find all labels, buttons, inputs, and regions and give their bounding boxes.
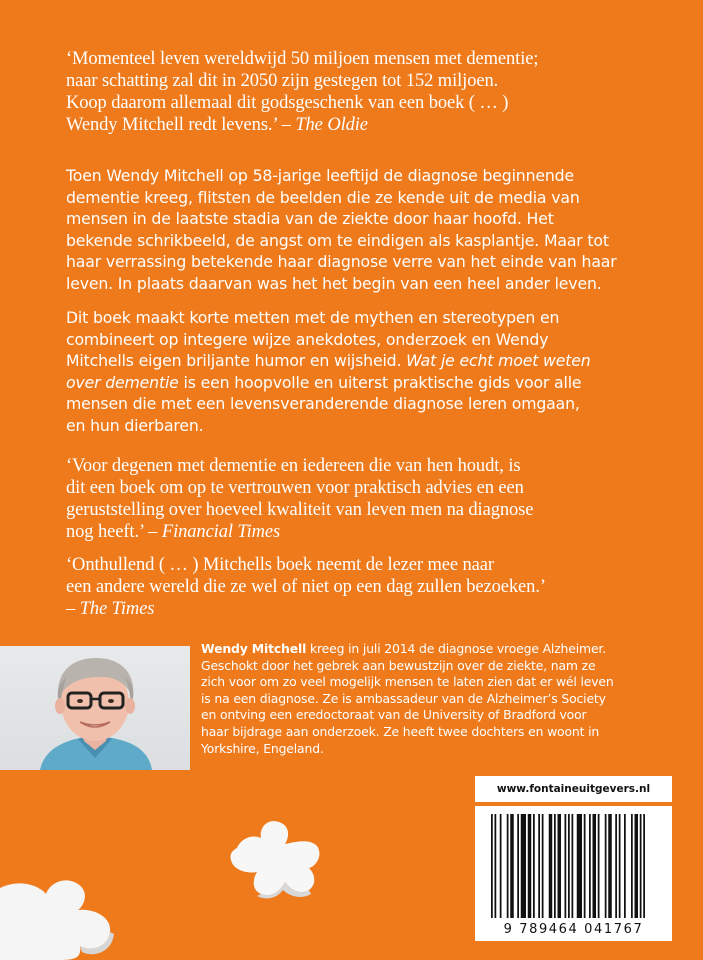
- description-paragraph-2: [66, 307, 666, 436]
- paragraph-line: mensen in de laatste stadia van de ziekte door haar hoofd. Het: [66, 209, 554, 228]
- bio-line: Geschokt door het gebrek aan bewustzijn over de ziekte, nam ze: [201, 657, 596, 673]
- paragraph-line: [66, 350, 666, 372]
- paragraph-line: Toen Wendy Mitchell op 58-jarige leeftijd de diagnose beginnende: [66, 166, 574, 185]
- paragraph-line: leven. In plaats daarvan was het het begin van een heel ander leven.: [66, 273, 602, 293]
- paragraph-line: en hun dierbaren.: [66, 415, 204, 435]
- quote-financial-times: [66, 455, 666, 543]
- quote-source: The Times: [79, 599, 155, 619]
- paragraph-line: mensen die met een levensveranderende diagnose leren omgaan,: [66, 394, 580, 413]
- quote-line: Koop daarom allemaal dit godsgeschenk van een boek ( … ): [66, 93, 509, 113]
- quote-text: nog heeft.’ –: [66, 522, 162, 542]
- paragraph-line: combineert op integere wijze anekdotes, onderzoek en Wendy: [66, 329, 549, 349]
- paragraph-line: [66, 372, 666, 394]
- bio-line: is na een diagnose. Ze is ambassadeur van de Alzheimer’s Society: [201, 690, 606, 706]
- paragraph-text: is een hoopvolle en uiterst praktische gids voor alle: [178, 372, 582, 392]
- isbn-number: 9 789464 041767: [503, 922, 644, 937]
- bio-line: zich voor om zo veel mogelijk mensen te laten zien dat er wél leven: [201, 674, 614, 690]
- quote-text: Wendy Mitchell redt levens.’ –: [66, 115, 296, 135]
- quote-the-oldie: [66, 48, 666, 136]
- paragraph-line: haar verrassing betekende haar diagnose verre van het einde van haar: [66, 252, 617, 271]
- quote-line: ‘Momenteel leven wereldwijd 50 miljoen mensen met dementie;: [66, 49, 539, 69]
- isbn-barcode: [475, 806, 672, 941]
- paragraph-line: bekende schrikbeeld, de angst om te eindigen als kasplantje. Maar tot: [66, 230, 609, 250]
- quote-line: dit een boek om op te vertrouwen voor praktisch advies en een: [66, 478, 524, 498]
- quote-line: een andere wereld die ze wel of niet op een dag zullen bezoeken.’: [66, 577, 546, 597]
- bio-text: kreeg in juli 2014 de diagnose vroege Alzheimer.: [306, 641, 607, 656]
- puzzle-piece-icon: [225, 808, 335, 903]
- paragraph-text: Mitchells eigen briljante humor en wijsheid.: [66, 351, 407, 370]
- description-paragraph-1: [66, 165, 666, 294]
- bio-line: en ontving een eredoctoraat van de University of Bradford voor: [201, 707, 587, 723]
- paragraph-line: dementie kreeg, flitsten de beelden die ze kende uit de media van: [66, 187, 580, 207]
- author-name: Wendy Mitchell: [201, 641, 307, 656]
- author-bio: [201, 641, 671, 757]
- book-title-part-2: over dementie: [66, 372, 179, 392]
- quote-line: [66, 598, 666, 620]
- quote-line: ‘Voor degenen met dementie en iedereen die van hen houdt, is: [66, 456, 521, 476]
- quote-line: [66, 521, 666, 543]
- barcode-bars: [489, 814, 659, 918]
- quote-source: The Oldie: [295, 115, 368, 135]
- bio-line: Yorkshire, Engeland.: [201, 740, 324, 756]
- quote-the-times: [66, 554, 666, 620]
- quote-line: geruststelling over hoeveel kwaliteit van leven men na diagnose: [66, 500, 534, 520]
- puzzle-piece-icon: [0, 868, 120, 960]
- author-photo: [0, 646, 190, 770]
- book-title-part-1: Wat je echt moet weten: [406, 351, 591, 370]
- quote-line: ‘Onthullend ( … ) Mitchells boek neemt de lezer mee naar: [66, 555, 494, 575]
- bio-line: [201, 641, 671, 658]
- quote-line: naar schatting zal dit in 2050 zijn gestegen tot 152 miljoen.: [66, 71, 499, 91]
- quote-source: Financial Times: [161, 522, 281, 542]
- author-portrait-icon: [0, 646, 190, 770]
- bio-line: haar bijdrage aan onderzoek. Ze heeft twee dochters en woont in: [201, 723, 600, 739]
- quote-line: [66, 114, 666, 136]
- quote-text: –: [66, 599, 80, 619]
- paragraph-line: Dit boek maakt korte metten met de mythen en stereotypen en: [66, 308, 560, 327]
- publisher-url: www.fontaineuitgevers.nl: [475, 776, 672, 802]
